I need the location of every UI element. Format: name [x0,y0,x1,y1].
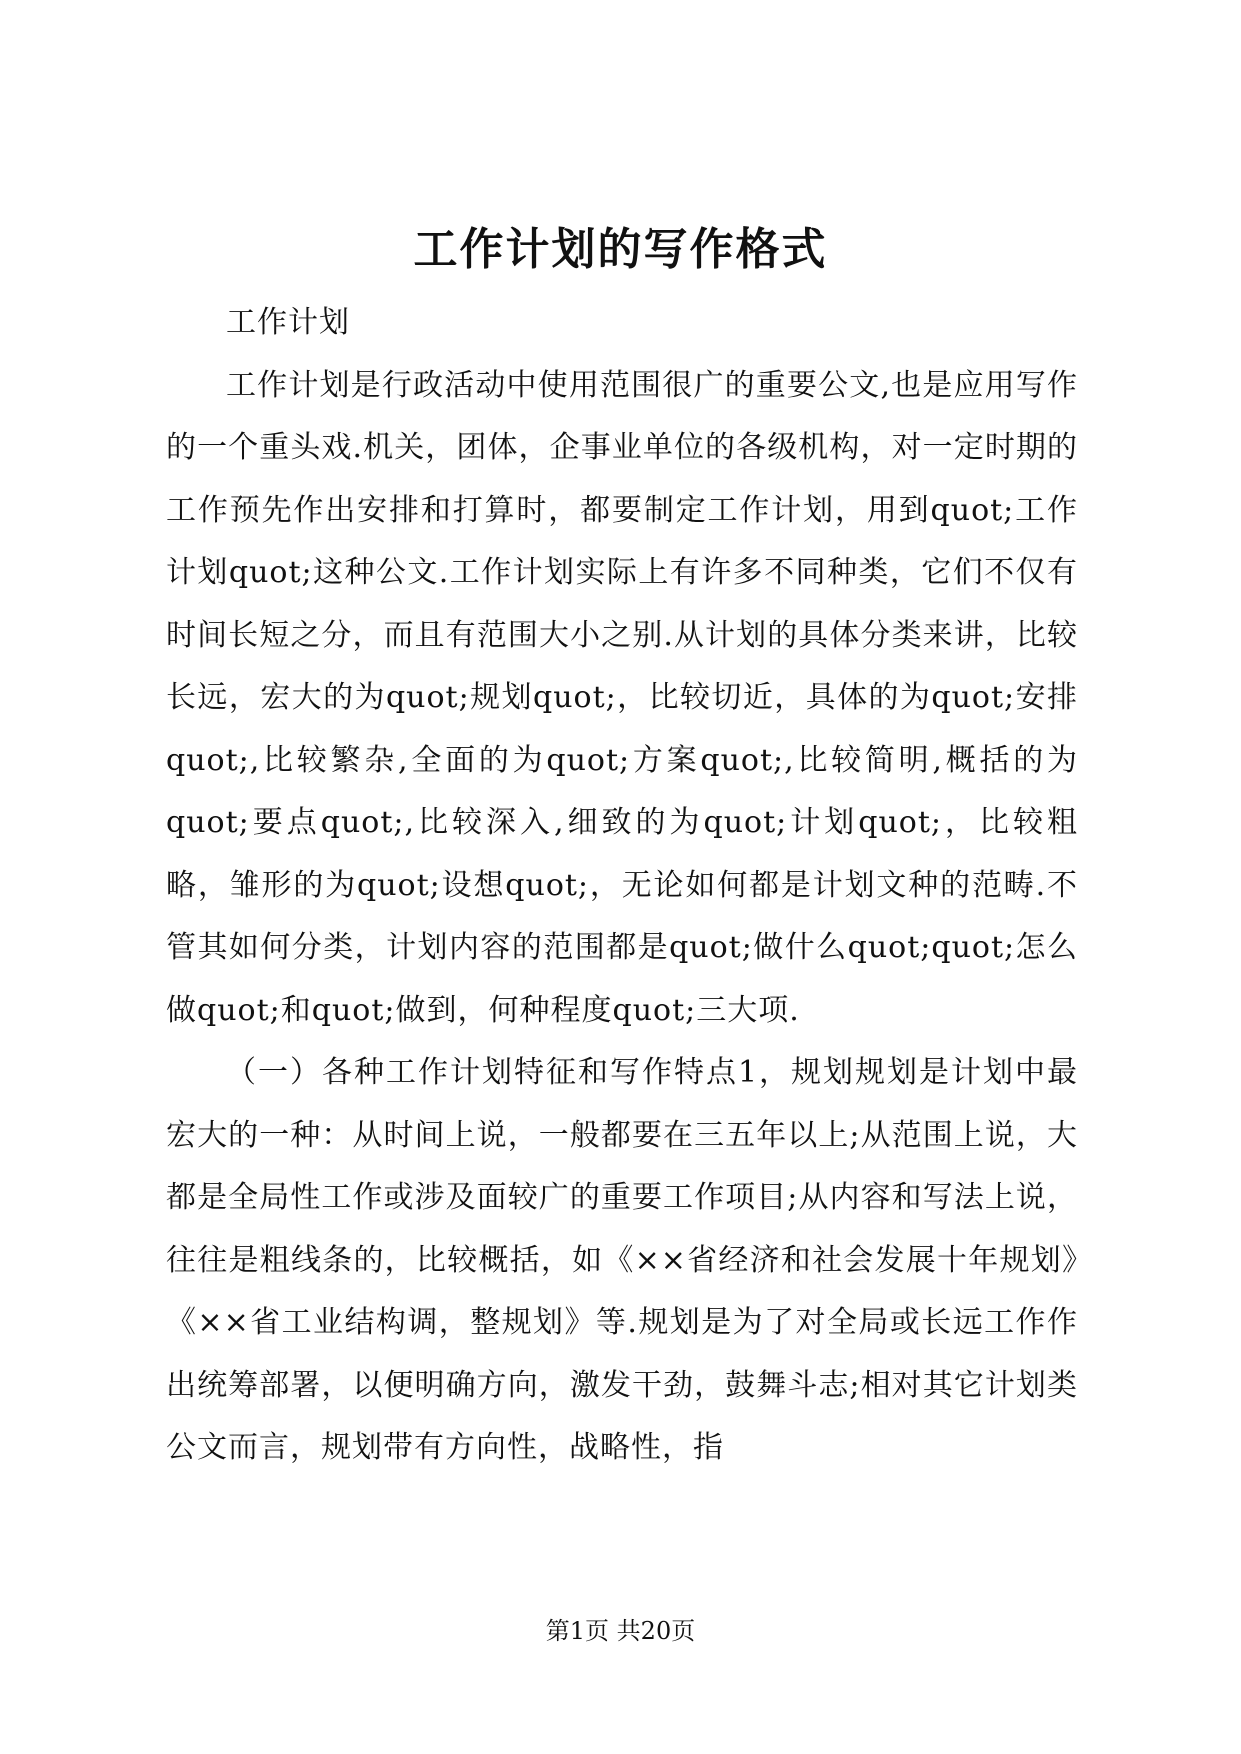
paragraph: （一）各种工作计划特征和写作特点1，规划规划是计划中最宏大的一种：从时间上说，一般都要在三五年以上;从范围上说，大都是全局性工作或涉及面较广的重要工作项目;从内容和写法上说，往往是粗线条的，比较概括，如《××省经济和社会发展十年规划》《××省工业结构调，整规划》等.规划是为了对全局或长远工作作出统筹部署，以便明确方向，激发干劲，鼓舞斗志;相对其它计划类公文而言，规划带有方向性，战略性，指 [166,1055,1078,1465]
document-body [166,292,1078,1480]
page-footer: 第1页 共20页 [545,1617,696,1645]
paragraph-heading: 工作计划 [226,305,350,340]
document-title: 工作计划的写作格式 [413,224,828,275]
paragraph: 工作计划是行政活动中使用范围很广的重要公文,也是应用写作的一个重头戏.机关，团体，企事业单位的各级机构，对一定时期的工作预先作出安排和打算时，都要制定工作计划，用到quot;工作计划quot;这种公文.工作计划实际上有许多不同种类，它们不仅有时间长短之分，而且有范围大小之别.从计划的具体分类来讲，比较长远，宏大的为quot;规划quot;，比较切近，具体的为quot;安排quot;,比较繁杂,全面的为quot;方案quot;,比较简明,概括的为quot;要点quot;,比较深入,细致的为quot;计划quot;，比较粗略，雏形的为quot;设想quot;，无论如何都是计划文种的范畴.不管其如何分类，计划内容的范围都是quot;做什么quot;quot;怎么做quot;和quot;做到，何种程度quot;三大项. [166,367,1078,1028]
